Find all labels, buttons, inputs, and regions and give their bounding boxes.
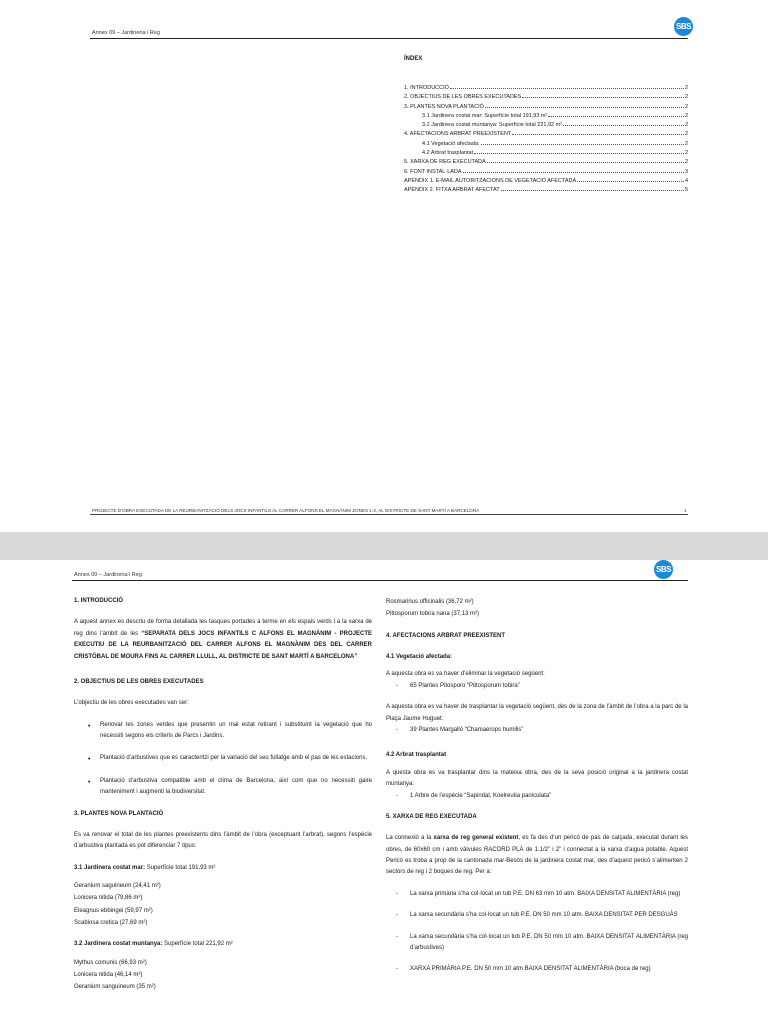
plant-item: Rosmarinus officinalis (36,72 m²) [386, 599, 474, 605]
list-item: - La xarxa secundària s’ha col·locat un tub P.E. DN 50 mm 10 atm. BAIXA DENSITAT ALIMENTÀRIA (reg d’arbustives) [396, 933, 688, 952]
toc-entry[interactable]: 4. AFECTACIONS ARBRAT PREEXISTENT 2 [404, 128, 688, 137]
list-item: • Plantació d’arbustives que es caracteritzi per la variació del seu fullatge amb el pas de les estacions. [88, 754, 368, 763]
plant-item: Eleagnus ebbingei (59,97 m²) [74, 907, 153, 914]
plant-item: Geranium sanguineum (35 m²) [74, 984, 156, 991]
right-column [386, 596, 688, 976]
subsection-heading: 4.2 Arbrat trasplantat [386, 752, 447, 759]
page-header-title: Annex 09 – Jardineria i Reg [74, 572, 142, 578]
toc-entry[interactable]: 4.1 Vegetació afectada: 2 [404, 138, 688, 147]
section-heading: 4. AFECTACIONS ARBRAT PREEXISTENT [386, 632, 506, 639]
subsection-heading: 3.1 Jardinera costat mar: Superfície total 191,93 m² [74, 864, 216, 871]
toc-entry[interactable]: 2. OBJECTIUS DE LES OBRES EXECUTADES 2 [404, 91, 688, 100]
sbs-logo: SBS [674, 17, 693, 36]
toc-entry[interactable]: 3.1 Jardinera costat mar: Superfície total 191,93 m² 2 [404, 110, 688, 119]
subsection-heading: 3.2 Jardinera costat muntanya: Superfície total 221,92 m² [74, 941, 233, 948]
section-heading: 2. OBJECTIUS DE LES OBRES EXECUTADES [74, 678, 204, 685]
toc-entry[interactable]: APÈNDIX 1. E-MAIL AUTORITZACIONS DE VEGETACIÓ AFECTADA 4 [404, 175, 688, 184]
plant-item: Scabiosa cretica (27,69 m²) [74, 920, 148, 927]
toc-entry[interactable]: 1. INTRODUCCIÓ 2 [404, 82, 688, 91]
list-item: - 65 Plantes Pitosporo “Pittosporum tobira” [396, 682, 520, 689]
subsection-heading: 4.1 Vegetació afectada: [386, 653, 453, 660]
paragraph: Es va renovar el total de les plantes preexistents dins l’àmbit de l’obra (exceptuant l’arbrat), segons l’espècie d’arbustiva plantada es pot diferenciar 7 tipus: [74, 831, 372, 850]
list-item: - La xarxa primària s’ha col·locat un tub P.E. DN 63 mm 10 atm. BAIXA DENSITAT ALIMENTÀRIA (reg) [396, 890, 681, 897]
footer-rule [90, 514, 688, 515]
list-item: - La xarxa secundària s’ha col·locat un tub P.E. DN 50 mm 10 atm. BAIXA DENSITAT PER DESGUÀS [396, 912, 678, 919]
plant-item: Lonicera nitida (46,14 m²) [74, 972, 143, 979]
paragraph: A aquesta obra es va haver d’eliminar la vegetació següent: [386, 671, 545, 678]
page-header-title: Annex 09 – Jardineria i Reg [92, 30, 160, 36]
table-of-contents [404, 82, 688, 194]
document-page-2 [0, 560, 768, 1024]
page-footer-text: PROJECTE D’OBRA EXECUTADA DE LA REURBANITZACIÓ DELS JOCS INFANTILS AL CARRER ALFONS EL MAGNÀNIM ZONES 1-2, AL DISTRICTE DE SANT MARTÍ A BARCELONA [92, 508, 480, 513]
list-item: - XARXA PRIMÀRIA P.E. DN 50 mm 10 atm BAIXA DENSITAT ALIMENTÀRIA (boca de reg) [396, 966, 651, 973]
plant-item: Pittosporum tobira nana (37,13 m²) [386, 611, 480, 618]
paragraph: L’objectiu de les obres executades van ser: [74, 700, 189, 707]
sbs-logo: SBS [654, 560, 673, 579]
toc-entry[interactable]: 3.2 Jardinera costat muntanya: Superfície total 221,92 m² 2 [404, 119, 688, 128]
page-number: 1 [684, 508, 687, 513]
header-rule [90, 38, 688, 39]
list-item: - 1 Arbre de l’espècie “Sapindal, Koelreutia paniculata” [396, 792, 552, 799]
toc-entry[interactable]: APÈNDIX 2. FITXA ARBRAT AFECTAT 5 [404, 184, 688, 193]
section-heading: 1. INTRODUCCIÓ [74, 598, 124, 604]
header-rule [72, 580, 688, 581]
toc-entry[interactable]: 5. XARXA DE REG EXECUTADA 2 [404, 156, 688, 165]
plant-item: Mythus comunis (66,93 m²) [74, 959, 147, 966]
index-title: ÍNDEX [404, 56, 423, 62]
toc-entry[interactable]: 3. PLANTES NOVA PLANTACIÓ 2 [404, 101, 688, 110]
section-heading: 5. XARXA DE REG EXECUTADA [386, 813, 477, 820]
paragraph: A aquest annex es descriu de forma detallada les tasques portades a terme en els espais verds i a la xarxa de reg dins l’àmbit de les “SEPARATA DELS JOCS INFANTILS C ALFONS EL MAGNÀNIM - PROJECTE EXECUTIU DE LA REURBANITZACIÓ DEL CARRER ALFONS EL MAGNÀNIM DES DEL CARRER CRISTÒBAL DE MOURA FINS AL CARRER LLULL, AL DISTRICTE DE SANT MARTÍ A BARCELONA” [74, 619, 372, 660]
toc-entry[interactable]: 6. FONT INSTAL·LADA 3 [404, 166, 688, 175]
section-heading: 3. PLANTES NOVA PLANTACIÓ [74, 810, 164, 817]
list-item: • Renovar les zones verdes que presentin un mal estat retirant i substituint la vegetació que ho necessiti segons els criteris de Parcs i Jardins. [88, 721, 372, 740]
paragraph: La connexió a la xarxa de reg general existent, es fa des d’un pericó de pas de calçada, executat durant les obres, de 60x60 cm i amb vàlvules RACORD PLÀ de 1.1/2” i 2” i connectat a la xarxa d’aigua potable. Aquest Pericó es troba a prop de la cantonada mar-Besòs de la jardinera costat mar, des d’aquest pericó s’alimenten 2 sectors de reg i 2 boques de reg. Per a: [386, 835, 688, 876]
left-column [74, 596, 372, 994]
list-item: • Plantació d’arbustiva compatible amb el clima de Barcelona, així com que no necessiti gaire manteniment i augmenti la biodiversitat. [88, 777, 372, 796]
paragraph: A questa obra es va trasplantar dins la mateixa obra, des de la seva posició original a la jardinera costat muntanya: [386, 769, 688, 788]
plant-item: Geranium saguineum (24,41 m²) [74, 883, 161, 890]
plant-item: Lonicera nitida (79,86 m²) [74, 895, 143, 902]
paragraph: A aquesta obra es va haver de trasplantar la vegetació següent, des de la zona de l’àmbit de l’obra a la parc de la Plaça Jaume Huguet: [386, 704, 688, 722]
toc-entry[interactable]: 4.2 Arbrat trasplantat 2 [404, 147, 688, 156]
list-item: - 39 Plantes Margalló “Chamaerops humilis” [396, 726, 524, 733]
